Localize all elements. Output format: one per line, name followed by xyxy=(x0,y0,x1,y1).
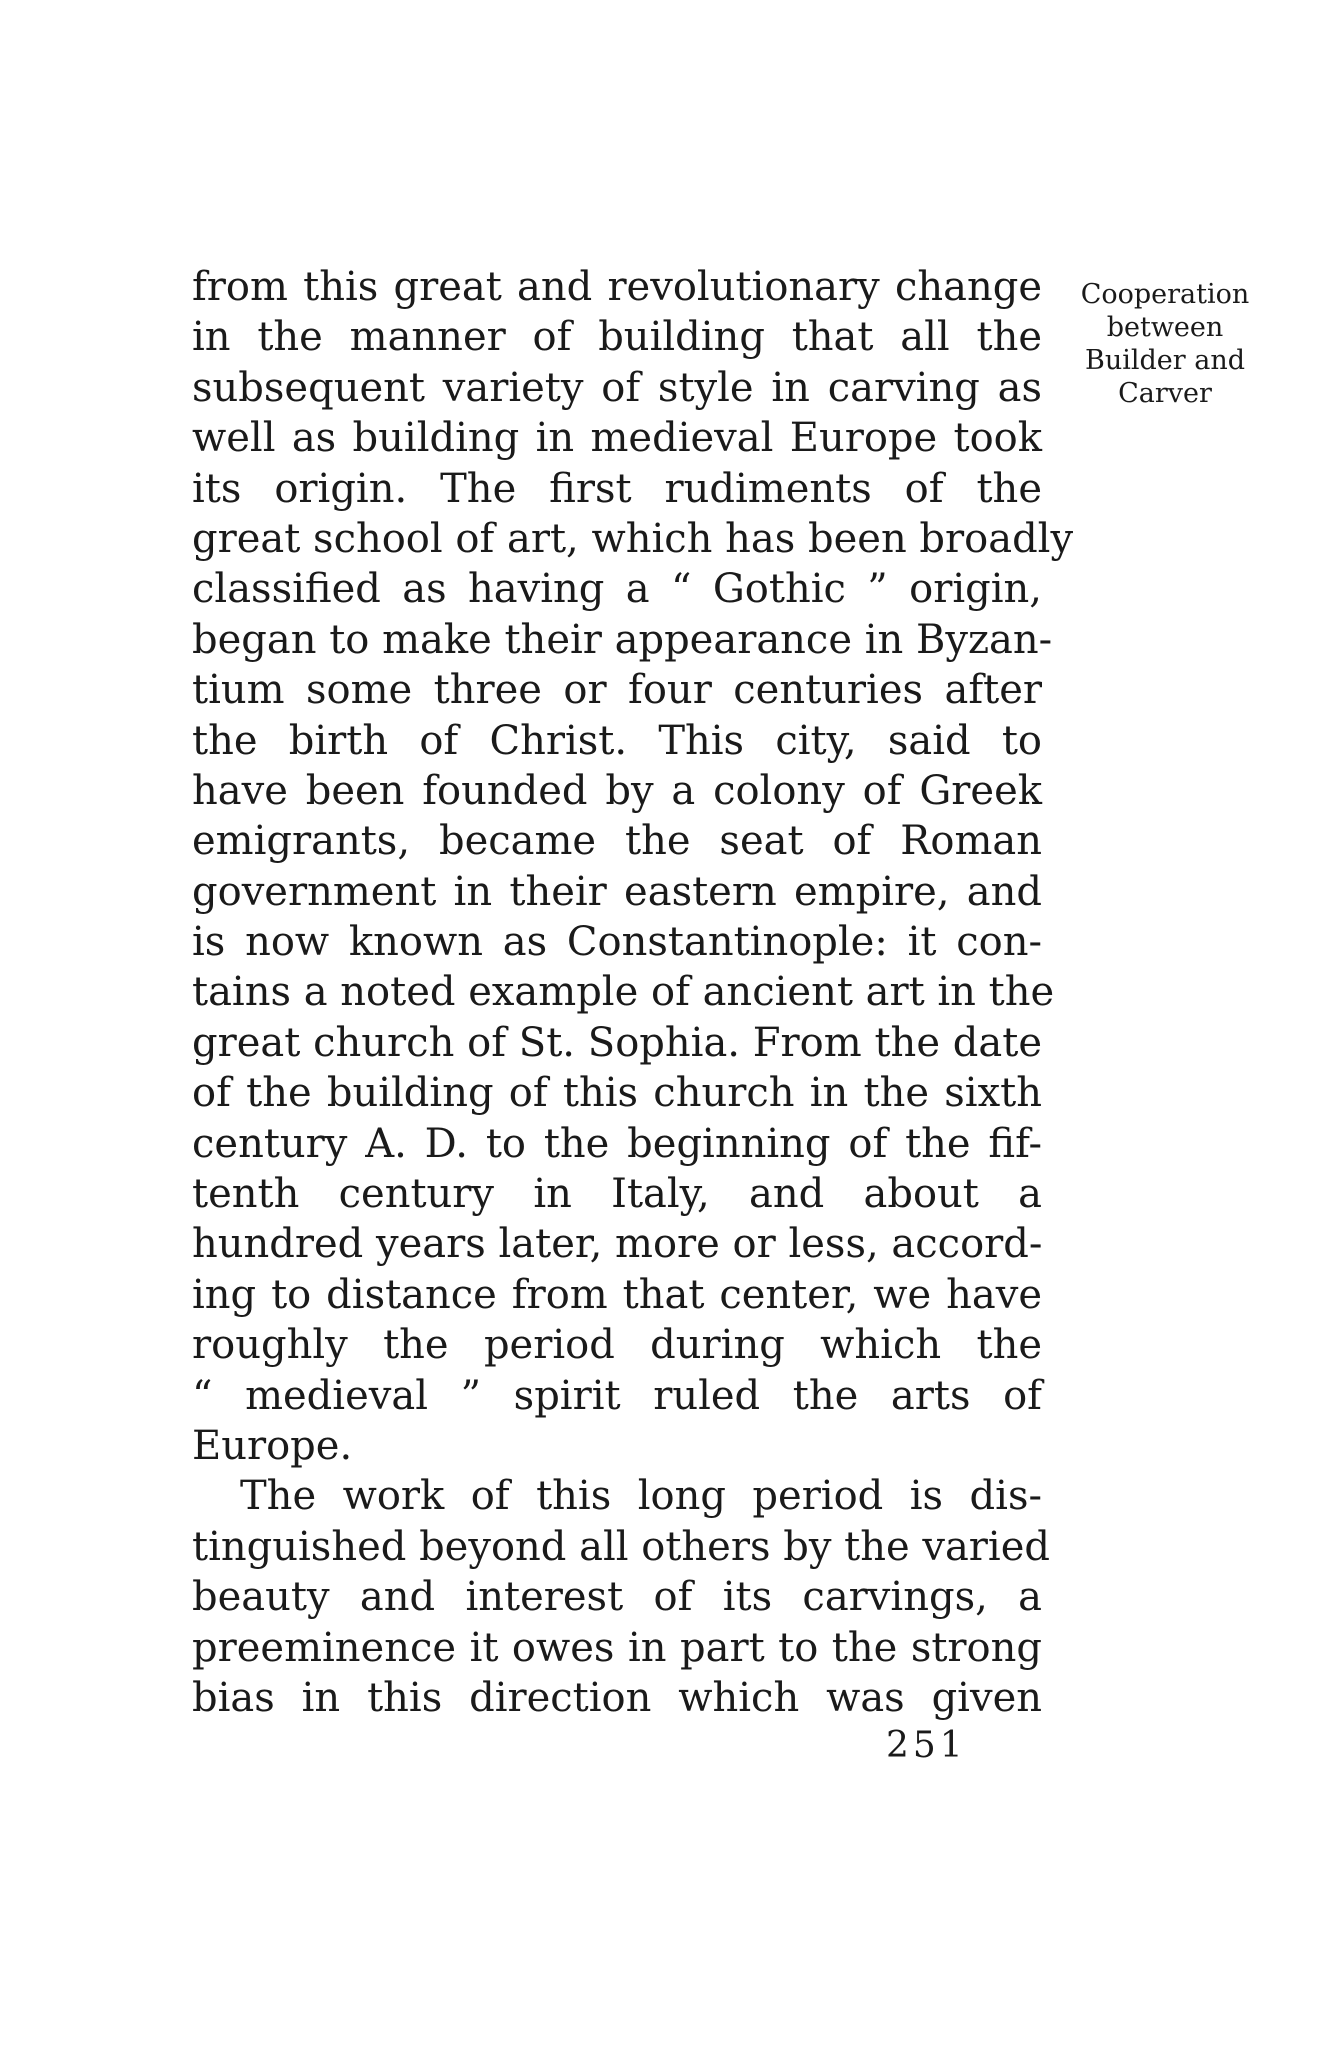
margin-note xyxy=(1060,278,1270,410)
text-line: government in their eastern empire, and xyxy=(192,868,1042,915)
text-line: in the manner of building that all the xyxy=(192,314,1042,361)
text-line: century A. D. to the beginning of the fif- xyxy=(192,1120,1042,1167)
text-line: well as building in medieval Europe took xyxy=(192,415,1042,462)
margin-note-line: Cooperation xyxy=(1080,279,1250,310)
text-line: its origin. The first rudiments of the xyxy=(192,465,1042,512)
text-line: of the building of this church in the sixth xyxy=(192,1070,1042,1117)
text-line: ing to distance from that center, we have xyxy=(192,1271,1042,1318)
text-line: is now known as Constantinople: it con- xyxy=(192,919,1042,966)
body-text xyxy=(192,262,1074,1723)
text-line: tinguished beyond all others by the varied xyxy=(192,1523,1050,1570)
margin-note-line: between xyxy=(1106,312,1224,343)
text-line: preeminence it owes in part to the strong xyxy=(192,1624,1042,1671)
text-line: bias in this direction which was given xyxy=(192,1674,1042,1721)
text-line: tains a noted example of ancient art in the xyxy=(192,969,1055,1016)
text-line: the birth of Christ. This city, said to xyxy=(192,717,1042,764)
text-line: beauty and interest of its carvings, a xyxy=(192,1574,1042,1621)
text-line: began to make their appearance in Byzan- xyxy=(192,616,1053,663)
page-number: 251 xyxy=(886,1725,967,1766)
text-line: subsequent variety of style in carving as xyxy=(192,364,1042,411)
text-line: classified as having a “ Gothic ” origin, xyxy=(192,566,1042,613)
text-line: emigrants, became the seat of Roman xyxy=(192,818,1042,865)
text-line: great church of St. Sophia. From the date xyxy=(192,1019,1042,1066)
text-line: from this great and revolutionary change xyxy=(192,264,1042,310)
text-line: “ medieval ” spirit ruled the arts of xyxy=(192,1372,1042,1419)
paragraph-first-line: The work of this long period is dis- xyxy=(240,1473,1042,1520)
text-line: have been founded by a colony of Greek xyxy=(192,767,1042,814)
text-line: great school of art, which has been broadly xyxy=(192,515,1074,562)
text-line: Europe. xyxy=(192,1422,353,1469)
margin-note-line: Carver xyxy=(1118,378,1212,409)
text-line: tium some three or four centuries after xyxy=(192,667,1042,714)
text-line: tenth century in Italy, and about a xyxy=(192,1171,1042,1218)
text-line: hundred years later, more or less, accord- xyxy=(192,1221,1043,1268)
text-line: roughly the period during which the xyxy=(192,1322,1042,1369)
margin-note-line: Builder and xyxy=(1084,345,1246,376)
